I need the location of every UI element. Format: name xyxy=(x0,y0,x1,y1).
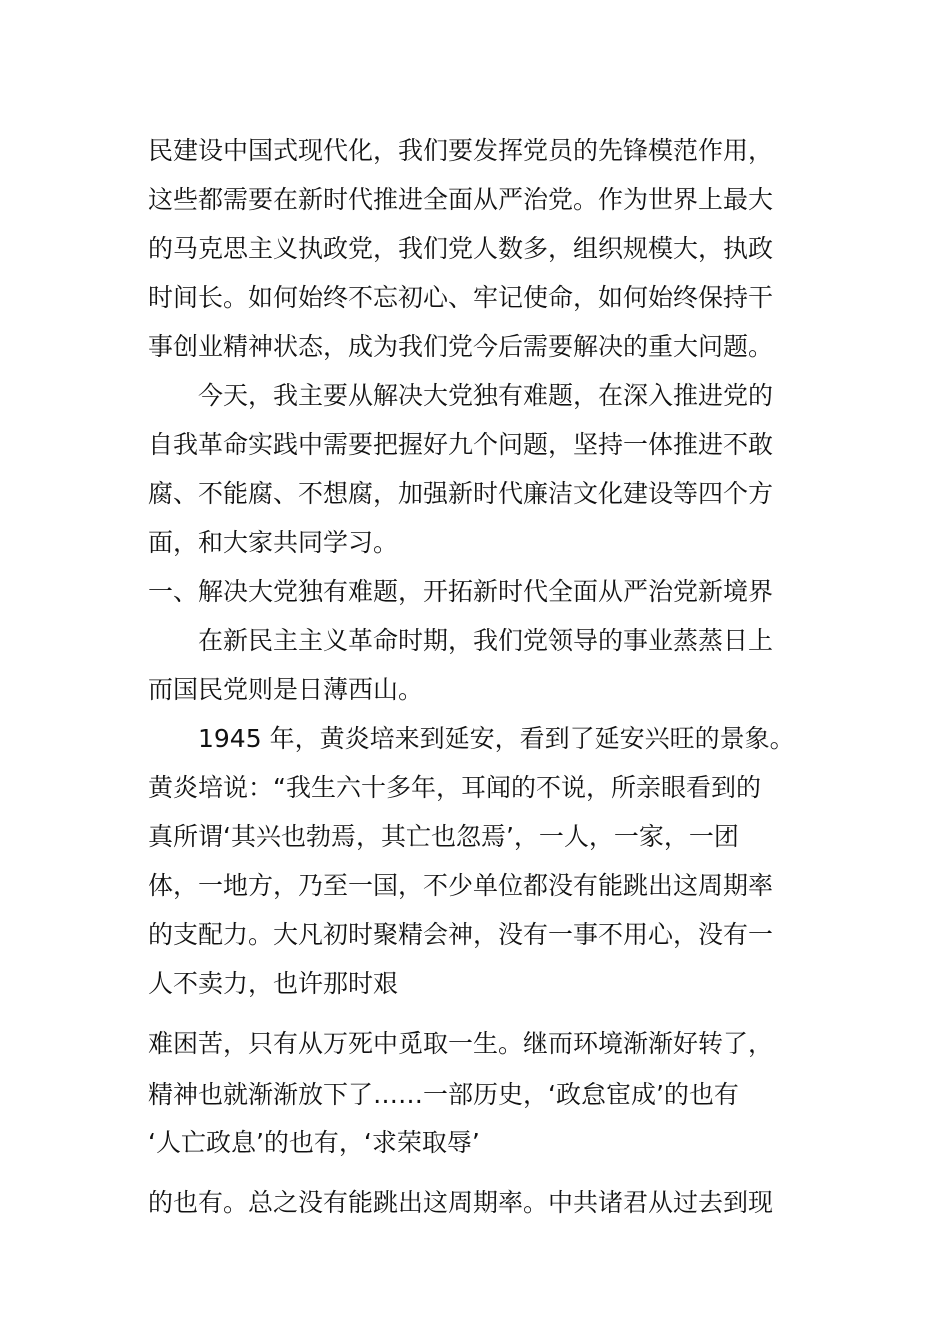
text-line: 这些都需要在新时代推进全面从严治党。作为世界上最大 xyxy=(148,185,774,214)
text-line: 的也有。总之没有能跳出这周期率。中共诸君从过去到现 xyxy=(148,1188,774,1217)
text-line: 的马克思主义执政党，我们党人数多，组织规模大，执政 xyxy=(148,234,774,263)
text-line: 黄炎培说：“我生六十多年，耳闻的不说，所亲眼看到的 xyxy=(148,773,761,802)
text-line: 难困苦，只有从万死中觅取一生。继而环境渐渐好转了， xyxy=(148,1029,774,1058)
text-line: ‘人亡政息’的也有，‘求荣取辱’ xyxy=(148,1128,480,1157)
text-line: 人不卖力，也许那时艰 xyxy=(148,969,399,998)
text-line: 腐、不能腐、不想腐，加强新时代廉洁文化建设等四个方 xyxy=(148,479,774,508)
text-line: 的支配力。大凡初时聚精会神，没有一事不用心，没有一 xyxy=(148,920,774,949)
text-line: 时间长。如何始终不忘初心、牢记使命，如何始终保持干 xyxy=(148,283,774,312)
paragraph-first-line: 今天，我主要从解决大党独有难题，在深入推进党的 xyxy=(198,381,774,410)
text-line: 真所谓‘其兴也勃焉，其亡也忽焉’，一人，一家，一团 xyxy=(148,822,739,851)
text-line: 民建设中国式现代化，我们要发挥党员的先锋模范作用， xyxy=(148,136,774,165)
paragraph-first-line: 在新民主主义革命时期，我们党领导的事业蒸蒸日上 xyxy=(198,626,774,655)
section-heading: 一、解决大党独有难题，开拓新时代全面从严治党新境界 xyxy=(148,577,774,606)
text-line: 而国民党则是日薄西山。 xyxy=(148,675,424,704)
text-line: 精神也就渐渐放下了……一部历史，‘政怠宦成’的也有 xyxy=(148,1080,739,1109)
text-line: 自我革命实践中需要把握好九个问题，坚持一体推进不敢 xyxy=(148,430,774,459)
text-line: 体，一地方，乃至一国，不少单位都没有能跳出这周期率 xyxy=(148,871,774,900)
text-line: 事创业精神状态，成为我们党今后需要解决的重大问题。 xyxy=(148,332,774,361)
text-line: 面，和大家共同学习。 xyxy=(148,528,399,557)
paragraph-first-line: 1945 年，黄炎培来到延安，看到了延安兴旺的景象。 xyxy=(198,724,795,753)
